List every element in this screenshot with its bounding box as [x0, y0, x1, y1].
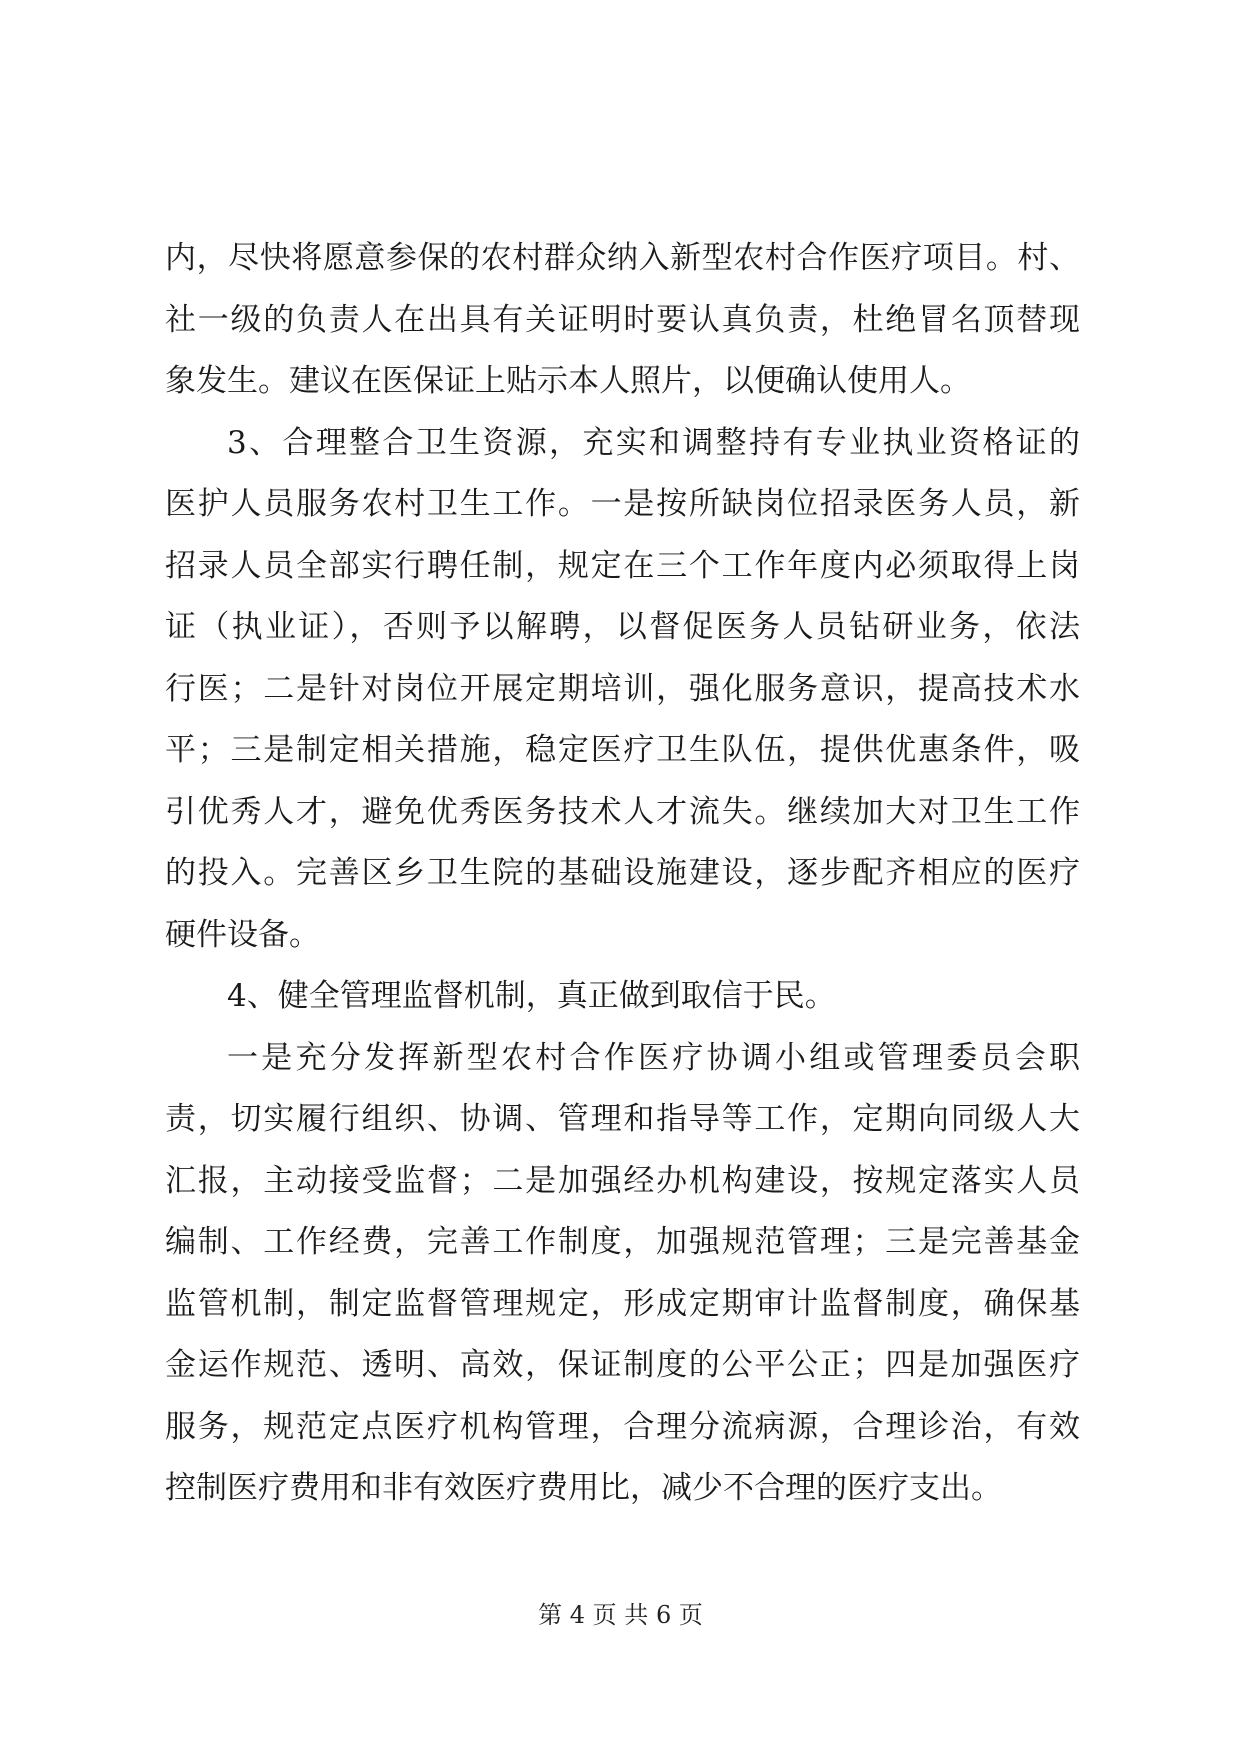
document-body: [165, 228, 1080, 1520]
text-line: 编制、工作经费，完善工作制度，加强规范管理；三是完善基金: [165, 1224, 1080, 1260]
text-line: 的投入。完善区乡卫生院的基础设施建设，逐步配齐相应的医疗: [165, 855, 1080, 891]
text-line: 4、健全管理监督机制，真正做到取信于民。: [227, 978, 836, 1014]
text-line: 汇报，主动接受监督；二是加强经办机构建设，按规定落实人员: [165, 1162, 1080, 1199]
text-line: 行医；二是针对岗位开展定期培训，强化服务意识，提高技术水: [165, 670, 1080, 707]
text-line: 金运作规范、透明、高效，保证制度的公平公正；四是加强医疗: [165, 1347, 1080, 1383]
text-line: 服务，规范定点医疗机构管理，合理分流病源，合理诊治，有效: [165, 1408, 1080, 1445]
text-line: 监管机制，制定监督管理规定，形成定期审计监督制度，确保基: [165, 1285, 1080, 1322]
text-line: 控制医疗费用和非有效医疗费用比，减少不合理的医疗支出。: [165, 1470, 1002, 1506]
text-line: 证（执业证），否则予以解聘，以督促医务人员钻研业务，依法: [165, 609, 1080, 645]
text-line: 平；三是制定相关措施，稳定医疗卫生队伍，提供优惠条件，吸: [165, 732, 1080, 768]
text-line: 象发生。建议在医保证上贴示本人照片，以便确认使用人。: [165, 363, 971, 399]
text-line: 内，尽快将愿意参保的农村群众纳入新型农村合作医疗项目。村、: [165, 240, 1080, 276]
text-line: 硬件设备。: [165, 916, 320, 953]
text-line: 一是充分发挥新型农村合作医疗协调小组或管理委员会职: [227, 1039, 1080, 1076]
text-line: 招录人员全部实行聘任制，规定在三个工作年度内必须取得上岗: [165, 547, 1080, 584]
text-line: 3、合理整合卫生资源，充实和调整持有专业执业资格证的: [227, 424, 1080, 461]
text-line: 社一级的负责人在出具有关证明时要认真负责，杜绝冒名顶替现: [165, 301, 1080, 338]
text-line: 责，切实履行组织、协调、管理和指导等工作，定期向同级人大: [165, 1101, 1080, 1137]
text-line: 医护人员服务农村卫生工作。一是按所缺岗位招录医务人员，新: [165, 486, 1080, 522]
text-line: 引优秀人才，避免优秀医务技术人才流失。继续加大对卫生工作: [165, 793, 1080, 830]
page-number-footer: 第 4 页 共 6 页: [538, 1601, 703, 1629]
